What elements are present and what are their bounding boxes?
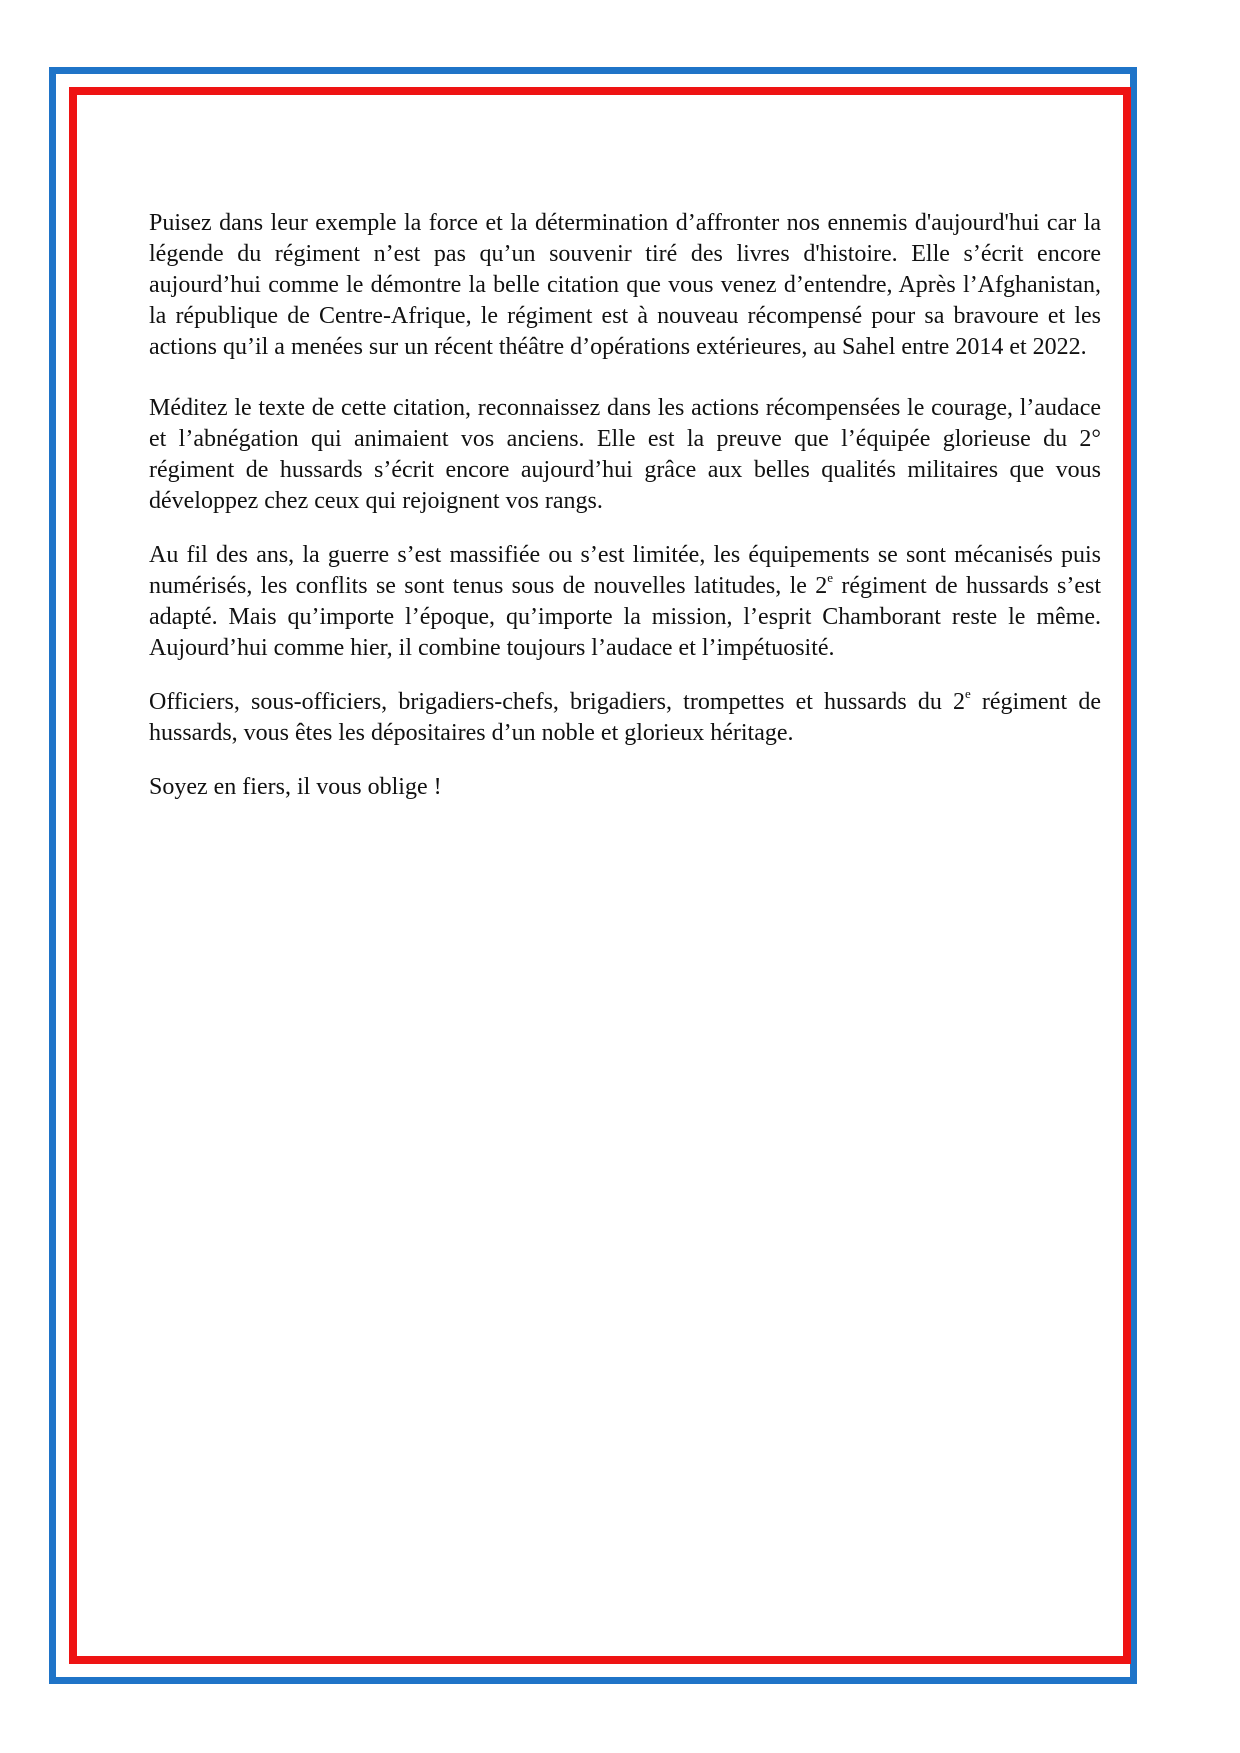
paragraph-3-superscript: e [827, 570, 834, 585]
paragraph-1: Puisez dans leur exemple la force et la détermination d’affronter nos ennemis d'aujourd'hui car la légende du régiment n’est pas qu’un souvenir tiré des livres d'histoire. Elle s’écrit encore aujourd’hui comme le démontre la belle citation que vous venez d’entendre, Après l’Afghanistan, la république de Centre-Afrique, le régiment est à nouveau récompensé pour sa bravoure et les actions qu’il a menées sur un récent théâtre d’opérations extérieures, au Sahel entre 2014 et 2022. [149, 210, 1101, 360]
closing-line: Soyez en fiers, il vous oblige ! [149, 774, 442, 800]
paragraph-3-text-a: Au fil des ans, la guerre s’est massifiée ou s’est limitée, les équipements se sont mécanisés puis numérisés, les conflits se sont tenus sous de nouvelles latitudes, le 2 [149, 542, 1101, 599]
paragraph-4-text-a: Officiers, sous-officiers, brigadiers-chefs, brigadiers, trompettes et hussards du 2 [149, 689, 965, 715]
paragraph-3 [149, 540, 1101, 664]
paragraph-2: Méditez le texte de cette citation, reconnaissez dans les actions récompensées le courage, l’audace et l’abnégation qui animaient vos anciens. Elle est la preuve que l’équipée glorieuse du 2° régiment de hussards s’écrit encore aujourd’hui grâce aux belles qualités militaires que vous développez chez ceux qui rejoignent vos rangs. [149, 395, 1101, 514]
paragraph-3-text-b: régiment de hussards s’est adapté. Mais qu’importe l’époque, qu’importe la mission, l’esprit Chamborant reste le même. Aujourd’hui comme hier, il combine toujours l’audace et l’impétuosité. [149, 573, 1101, 661]
paragraph-4-text-b: régiment de hussards, vous êtes les dépositaires d’un noble et glorieux héritage. [149, 689, 1102, 746]
paragraph-4-superscript: e [965, 686, 971, 701]
paragraph-4 [149, 687, 1101, 749]
document-body [149, 208, 1101, 833]
